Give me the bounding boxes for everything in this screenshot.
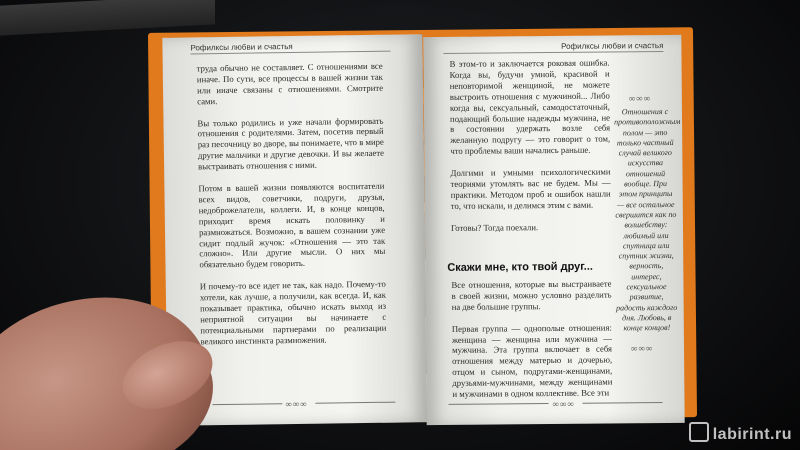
footer-rule-right-b (583, 402, 663, 404)
chapter-heading: Скажи мне, кто твой друг... (447, 260, 593, 274)
running-head-right: Рофилксы любви и счастья (561, 41, 664, 51)
footer-rule-left-a (212, 403, 282, 405)
right-page-text-top: В этом-то и заключается роковая ошибка. Когда вы, будучи умной, красивой и неповторимой женщиной, не можете выстроить отношения с мужчиной... Либо когда вы, сексуальный, самодостаточный, подающий большие надежды мужчина, не в состоянии удержать возле себя желанную подругу — это говорит о том, что проблемы ваши начались раньше. Долгими и умными психологическими теориями утомлять вас не будем. Мы — практики. Методом проб и ошибок нашли то, что искали, и делимся этим с вами. Готовы? Тогда поехали. (449, 57, 613, 233)
sidebar-note: Отношения с противоположным полом — это только частный случай великого искусства отношений вообще. При этом принципы — все остальное свершится как по волшебству: любимый или спутница или спутник жизни, верность, интерес, сексуальное развитие, радость каждого дня. Любовь, в конце концов! (614, 106, 683, 333)
footer-ornament-right: ∞∞∞ (552, 398, 575, 410)
header-rule-right (443, 51, 663, 54)
background-ledge (0, 0, 215, 36)
labirint-logo-icon (689, 422, 709, 442)
watermark-text: labirint.ru (712, 426, 792, 443)
right-page (423, 35, 684, 425)
footer-rule-left-b (315, 402, 395, 404)
running-head-left: Рофилксы любви и счастья (190, 42, 293, 53)
sidebar-ornament-top: ∞∞∞ (628, 93, 652, 104)
watermark (689, 422, 792, 444)
footer-rule-right-a (449, 403, 549, 405)
footer-ornament-left: ∞∞∞ (285, 398, 308, 410)
right-page-text-bottom: Все отношения, которые вы выстраиваете в своей жизни, можно условно разделить на две большие группы. Первая группа — однополые отношения: женщина — женщина или мужчина — мужчина. Эта группа включает в себя отношения между матерью и дочерью, отцом и сыном, подругами-женщинами, друзьями-мужчинами, между женщинами и мужчинами в одном коллективе. Все эти (451, 278, 615, 399)
sidebar-ornament-bottom: ∞∞∞ (630, 343, 654, 354)
left-page-text: труда обычно не составляет. С отношениями все иначе. По сути, все процессы в вашей жизни так или иначе связаны с отношениями. Смотрите сами. Вы только родились и уже начали формировать отношения с родителями. Затем, посетив первый раз песочницу во дворе, вы понимаете, что в мире другие мальчики и другие девочки. И вы желаете выстраивать отношения с ними. Потом в вашей жизни появляются воспитатели всех видов, советчики, подруги, друзья, недоброжелатели, коллеги. И, в конце концов, приходит время искать половинку и размножаться. Возможно, в вашем сознании уже сидит подлый жучок: «Отношения — это так сложно». Или другие мысли. О них мы обязательно будем говорить. И почему-то все идет не так, как надо. Почему-то хотели, как лучше, а получили, как всегда. И, как показывает практика, обычно искать выход из неприятной ситуации вы начинаете с потенциальными партнерами по реализации великого инстинкта размножения. (196, 60, 389, 346)
